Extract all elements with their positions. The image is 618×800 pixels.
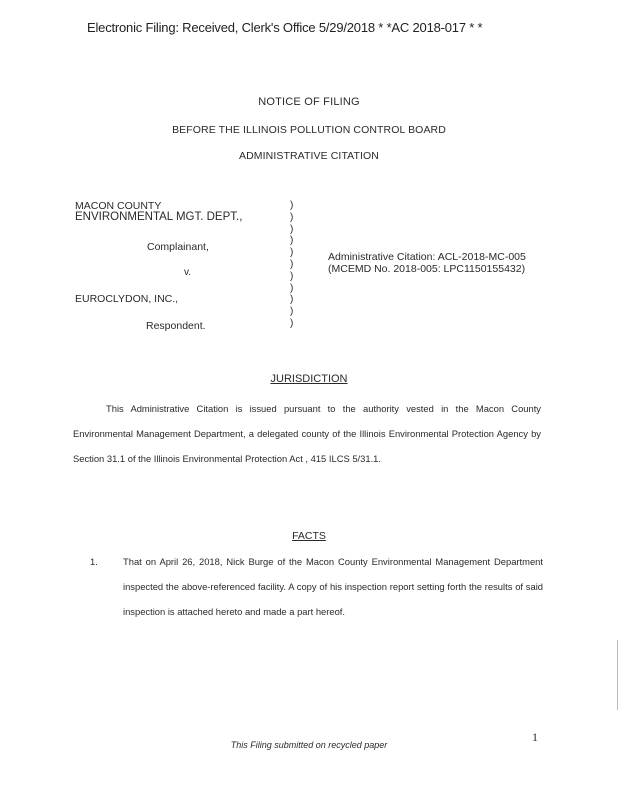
complainant-name-line1: MACON COUNTY [75, 200, 162, 212]
caption-paren: ) [290, 294, 294, 306]
citation-heading: ADMINISTRATIVE CITATION [239, 150, 379, 162]
recycled-paper-note: This Filing submitted on recycled paper [230, 740, 388, 750]
fact-number: 1. [90, 556, 98, 567]
fact-text: That on April 26, 2018, Nick Burge of the Macon County Environmental Management Department inspected the above-referenced facility. A copy of his inspection report setting forth the results of said inspection is attached hereto and made a part hereof. [123, 556, 543, 617]
document-title: NOTICE OF FILING [258, 96, 360, 108]
caption-paren: ) [290, 235, 294, 247]
citation-number: Administrative Citation: ACL-2018-MC-005 [328, 251, 526, 263]
jurisdiction-paragraph: This Administrative Citation is issued pursuant to the authority vested in the Macon County Environmental Management Department, a delegated county of the Illinois Environmental Protection Agency by Section 31.1 of the Illinois Environmental Protection Act , 415 ILCS 5/31.1. [73, 403, 541, 464]
caption-paren: ) [290, 223, 294, 235]
facts-heading: FACTS [292, 530, 326, 542]
respondent-role: Respondent. [146, 320, 206, 332]
filing-stamp-header: Electronic Filing: Received, Clerk's Office 5/29/2018 * *AC 2018-017 * * [87, 20, 483, 35]
board-name: BEFORE THE ILLINOIS POLLUTION CONTROL BOARD [172, 124, 446, 136]
complainant-name-line2: ENVIRONMENTAL MGT. DEPT., [75, 211, 243, 223]
jurisdiction-heading: JURISDICTION [270, 373, 348, 385]
versus: v. [184, 267, 192, 278]
caption-paren: ) [290, 317, 294, 329]
caption-paren: ) [290, 258, 294, 270]
caption-paren: ) [290, 282, 294, 294]
caption-paren: ) [290, 306, 294, 318]
caption-paren: ) [290, 200, 294, 211]
complainant-role: Complainant, [147, 241, 209, 253]
page-number: 1 [532, 730, 538, 744]
caption-paren: ) [290, 270, 294, 282]
caption-paren: ) [290, 247, 294, 259]
caption-parentheses [290, 200, 293, 330]
caption-paren: ) [290, 211, 294, 223]
respondent-name: EUROCLYDON, INC., [75, 293, 179, 305]
mcemd-number: (MCEMD No. 2018-005: LPC1150155432) [328, 263, 526, 275]
